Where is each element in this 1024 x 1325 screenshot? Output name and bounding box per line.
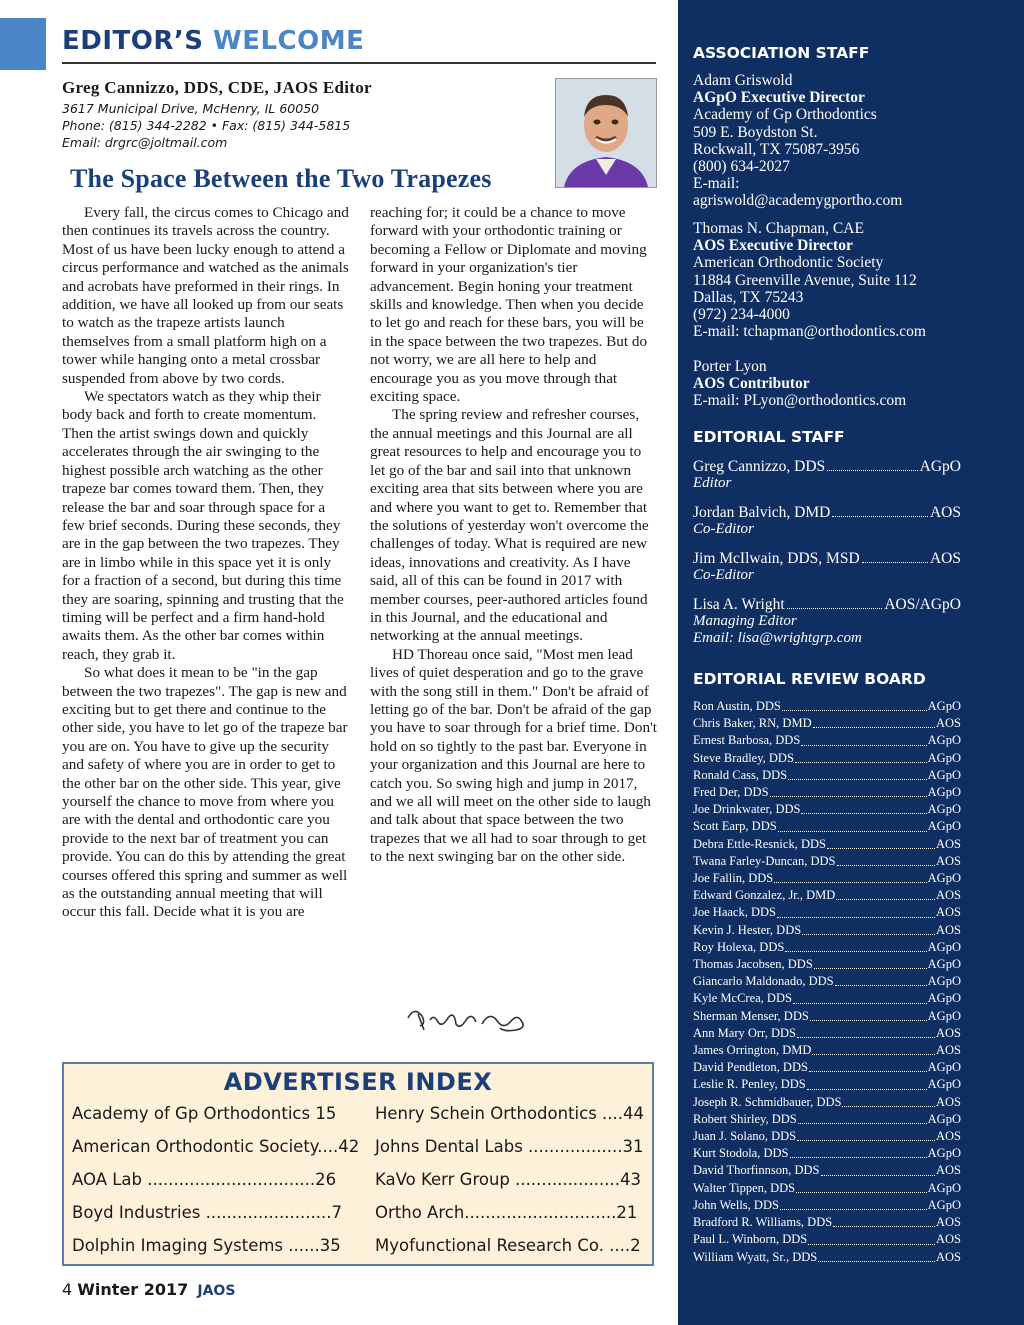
editor-portrait-icon xyxy=(556,79,656,187)
review-board-member-name: Ronald Cass, DDS xyxy=(693,767,788,782)
review-board-row xyxy=(693,922,961,939)
review-board-member-name: Joseph R. Schmidbauer, DDS xyxy=(693,1094,842,1109)
review-board-member-name: Sherman Menser, DDS xyxy=(693,1008,809,1023)
leader-dots xyxy=(807,1076,927,1089)
advertiser-index-title: ADVERTISER INDEX xyxy=(223,1068,493,1096)
editorial-staff-heading: EDITORIAL STAFF xyxy=(693,428,845,446)
editorial-staff-row xyxy=(693,504,961,521)
review-board-row xyxy=(693,956,961,973)
staff-role: AGpO Executive Director xyxy=(693,89,865,107)
staff-sidebar xyxy=(678,0,1024,1325)
review-board-member-org: AOS xyxy=(935,1215,961,1230)
article-column-2 xyxy=(370,204,658,867)
article-title: The Space Between the Two Trapezes xyxy=(70,164,492,193)
leader-dots xyxy=(827,836,935,849)
review-board-member-org: AGpO xyxy=(927,1077,961,1092)
review-board-member-name: Kurt Stodola, DDS xyxy=(693,1146,789,1161)
staff-name: Thomas N. Chapman, CAE xyxy=(693,220,864,237)
review-board-member-name: Steve Bradley, DDS xyxy=(693,750,794,765)
editorial-staff-row xyxy=(693,458,961,475)
advertiser-entry[interactable]: American Orthodontic Society....42 xyxy=(72,1137,360,1156)
review-board-member-org: AGpO xyxy=(927,802,961,817)
article-column-1 xyxy=(62,204,350,922)
editorial-staff-org: AOS xyxy=(929,550,961,567)
staff-line: Academy of Gp Orthodontics xyxy=(693,106,877,124)
section-title-word2: WELCOME xyxy=(213,26,365,56)
article-paragraph: So what does it mean to be "in the gap between the two trapezes". The gap is new and exciting but to get there and continue to the other side, you have to let go of the trapeze bar you are on. You have to give up the security and safety of where you are in order to get to the other bar on the other side. This year, give yourself the chance to move from where you are with the dental and orthodontic care you provide to the next bar of treatment you can provide. You can do this by attending the great courses offered this spring and summer as well as the outstanding annual meeting that will occur this fall. Decide what it is you are xyxy=(62,664,348,921)
review-board-member-org: AGpO xyxy=(927,750,961,765)
advertiser-index xyxy=(62,1062,654,1266)
editorial-staff-org: AOS xyxy=(929,504,961,521)
leader-dots xyxy=(796,1180,927,1193)
advertiser-entry[interactable]: Henry Schein Orthodontics ....44 xyxy=(375,1104,645,1123)
leader-dots xyxy=(818,1249,935,1262)
review-board-member-org: AOS xyxy=(935,922,961,937)
section-title-word1: EDITOR’S xyxy=(62,26,204,56)
review-board-member-org: AGpO xyxy=(927,1180,961,1195)
editor-signature xyxy=(404,1000,534,1040)
leader-dots xyxy=(813,715,935,728)
editor-photo xyxy=(555,78,657,188)
page-footer xyxy=(62,1280,235,1299)
review-board-list xyxy=(693,698,961,1266)
article-paragraph: HD Thoreau once said, "Most men lead lives of quiet desperation and go to the grave with the song still in them." Don't be afraid of letting go of the bar. Don't be afraid of the gap you have to soar through for a brief time. Don't hold on so tightly to the past bar. Everyone in your organization and this Journal are here to catch you. So swing high and jump in 2017, and we all will meet on the other side to laugh and talk about that space between the two trapezes that we all had to soar through to get to the next swinging bar on the other side. xyxy=(370,645,658,866)
advertiser-entry[interactable]: Myofunctional Research Co. ....2 xyxy=(375,1236,641,1255)
review-board-member-org: AGpO xyxy=(927,1197,961,1212)
review-board-row xyxy=(693,853,961,870)
review-board-row xyxy=(693,1145,961,1162)
review-board-member-org: AGpO xyxy=(927,957,961,972)
review-board-member-org: AOS xyxy=(935,1043,961,1058)
review-board-member-name: Robert Shirley, DDS xyxy=(693,1111,797,1126)
review-board-row xyxy=(693,698,961,715)
review-board-member-name: David Pendleton, DDS xyxy=(693,1060,808,1075)
leader-dots xyxy=(770,784,927,797)
association-staff-heading: ASSOCIATION STAFF xyxy=(693,44,870,62)
review-board-row xyxy=(693,1076,961,1093)
leader-dots xyxy=(821,1162,935,1175)
staff-line: Rockwall, TX 75087-3956 xyxy=(693,140,860,158)
review-board-member-name: Thomas Jacobsen, DDS xyxy=(693,957,813,972)
editorial-staff-org: AGpO xyxy=(919,458,961,475)
review-board-member-name: Paul L. Winborn, DDS xyxy=(693,1232,808,1247)
leader-dots xyxy=(801,801,926,814)
editor-address: 3617 Municipal Drive, McHenry, IL 60050 xyxy=(62,101,320,116)
leader-dots xyxy=(788,767,927,780)
review-board-member-name: Walter Tippen, DDS xyxy=(693,1180,796,1195)
leader-dots xyxy=(797,1025,935,1038)
review-board-member-name: Fred Der, DDS xyxy=(693,785,769,800)
section-tab-marker xyxy=(0,18,46,70)
staff-line: (972) 234-4000 xyxy=(693,306,790,324)
review-board-member-name: Kevin J. Hester, DDS xyxy=(693,922,802,937)
leader-dots xyxy=(790,1145,927,1158)
review-board-member-name: Leslie R. Penley, DDS xyxy=(693,1077,806,1092)
review-board-member-org: AGpO xyxy=(927,733,961,748)
review-board-member-org: AOS xyxy=(935,1094,961,1109)
staff-email[interactable]: E-mail: tchapman@orthodontics.com xyxy=(693,323,926,341)
review-board-row xyxy=(693,818,961,835)
review-board-member-name: William Wyatt, Sr., DDS xyxy=(693,1249,818,1264)
leader-dots xyxy=(782,698,927,711)
staff-line: E-mail: xyxy=(693,175,740,193)
review-board-member-org: AGpO xyxy=(927,1111,961,1126)
review-board-row xyxy=(693,973,961,990)
review-board-member-name: Edward Gonzalez, Jr., DMD xyxy=(693,888,836,903)
review-board-row xyxy=(693,1059,961,1076)
review-board-heading: EDITORIAL REVIEW BOARD xyxy=(693,670,926,688)
review-board-member-name: Kyle McCrea, DDS xyxy=(693,991,792,1006)
leader-dots xyxy=(808,1231,935,1244)
staff-email[interactable]: E-mail: PLyon@orthodontics.com xyxy=(693,392,907,410)
editorial-staff-org: AOS/AGpO xyxy=(884,596,961,613)
advertiser-entry[interactable]: Johns Dental Labs ..................31 xyxy=(375,1137,644,1156)
review-board-member-org: AGpO xyxy=(927,785,961,800)
staff-line: 11884 Greenville Avenue, Suite 112 xyxy=(693,271,917,289)
review-board-member-org: AGpO xyxy=(927,699,961,713)
review-board-member-org: AOS xyxy=(935,905,961,920)
article-paragraph: We spectators watch as they whip their body back and forth to create momentum. Then the artist swings down and quickly accelerates through the air swinging to the highest possible arch watching as the other trapeze bar comes toward them. Then, they release the bar and soar through space for a few brief seconds. During these seconds, they are in the gap between the two trapezes. They are in limbo while in this space yet it is only for a fraction of a second, but during this time they are soaring, spinning and trusting that the timing will be perfect and a firm hand-hold awaits them. As the other bar comes within reach, they grab it. xyxy=(62,388,344,663)
review-board-member-name: Scott Earp, DDS xyxy=(693,819,777,834)
review-board-member-org: AGpO xyxy=(927,939,961,954)
editorial-staff-title: Managing Editor xyxy=(693,613,797,629)
leader-dots xyxy=(833,1214,935,1227)
review-board-member-name: Chris Baker, RN, DMD xyxy=(693,716,812,731)
leader-dots xyxy=(837,853,935,866)
review-board-row xyxy=(693,1094,961,1111)
editor-name: Greg Cannizzo, DDS, CDE, JAOS Editor xyxy=(62,78,372,97)
review-board-member-name: Bradford R. Williams, DDS xyxy=(693,1215,833,1230)
review-board-row xyxy=(693,836,961,853)
review-board-row xyxy=(693,732,961,749)
review-board-member-name: Twana Farley-Duncan, DDS xyxy=(693,853,836,868)
journal-name: JAOS xyxy=(197,1283,236,1299)
review-board-row xyxy=(693,939,961,956)
staff-role: AOS Executive Director xyxy=(693,237,853,255)
review-board-row xyxy=(693,767,961,784)
review-board-row xyxy=(693,1042,961,1059)
review-board-member-org: AOS xyxy=(935,836,961,851)
leader-dots xyxy=(780,1197,927,1210)
editorial-staff-title: Co-Editor xyxy=(693,521,754,537)
leader-dots xyxy=(802,922,935,935)
editor-contact xyxy=(62,78,532,151)
review-board-row xyxy=(693,1162,961,1179)
review-board-row xyxy=(693,990,961,1007)
editorial-staff-row xyxy=(693,596,961,613)
leader-dots xyxy=(812,1042,935,1055)
review-board-row xyxy=(693,784,961,801)
editorial-staff-title: Editor xyxy=(693,475,732,491)
review-board-member-name: Joe Haack, DDS xyxy=(693,905,776,920)
article-paragraph: Every fall, the circus comes to Chicago and then continues its travels across the country. Most of us have been lucky enough to attend a circus performance and watched as the animals and acrobats have preformed in their rings. In addition, we have all looked up from our seats to watch as the trapeze artists launch themselves from a small platform high on a tower while hanging onto a metal crossbar suspended from above by two cords. xyxy=(62,204,349,387)
advertiser-entry[interactable]: Ortho Arch.............................21 xyxy=(375,1203,638,1222)
editorial-staff-title: Co-Editor xyxy=(693,567,754,583)
review-board-member-org: AGpO xyxy=(927,1008,961,1023)
leader-dots xyxy=(809,1059,927,1072)
review-board-member-org: AOS xyxy=(935,888,961,903)
advertiser-entry[interactable]: Dolphin Imaging Systems ......35 xyxy=(72,1236,341,1255)
review-board-row xyxy=(693,1025,961,1042)
staff-email[interactable]: agriswold@academygportho.com xyxy=(693,192,903,210)
leader-dots xyxy=(814,956,927,969)
review-board-row xyxy=(693,1249,961,1266)
leader-dots xyxy=(797,1128,935,1141)
page-number: 4 xyxy=(62,1280,73,1299)
editorial-staff-row xyxy=(693,550,961,567)
review-board-member-org: AGpO xyxy=(927,1060,961,1075)
advertiser-entry[interactable]: Academy of Gp Orthodontics 15 xyxy=(72,1104,337,1123)
review-board-member-org: AOS xyxy=(935,1232,961,1247)
review-board-member-org: AOS xyxy=(935,1163,961,1178)
issue-label: Winter 2017 xyxy=(77,1280,189,1299)
review-board-row xyxy=(693,1231,961,1248)
leader-dots xyxy=(835,973,927,986)
leader-dots xyxy=(798,1111,927,1124)
leader-dots xyxy=(801,732,926,745)
staff-entry-lyon xyxy=(693,358,1018,410)
staff-entry-griswold xyxy=(693,72,1018,210)
review-board-member-org: AOS xyxy=(935,716,961,731)
review-board-member-name: Roy Holexa, DDS xyxy=(693,939,785,954)
review-board-member-org: AGpO xyxy=(927,1146,961,1161)
review-board-member-org: AGpO xyxy=(927,819,961,834)
leader-dots xyxy=(778,818,927,831)
review-board-member-name: Giancarlo Maldonado, DDS xyxy=(693,974,834,989)
staff-line: American Orthodontic Society xyxy=(693,254,884,272)
article-paragraph: reaching for; it could be a chance to move forward with your orthodontic training or becoming a Fellow or Diplomate and moving forward in your organization's tier advancement. Begin honing your treatment skills and knowledge. Then when you decide to let go and reach for these bars, you will be in the space between the two trapezes. But do not worry, we are all here to help and encourage you as you move through that exciting space. xyxy=(370,204,648,406)
review-board-row xyxy=(693,1180,961,1197)
review-board-row xyxy=(693,1128,961,1145)
article-paragraph: The spring review and refresher courses, the annual meetings and this Journal are all great resources to help and encourage you to let go of the bar and sail into that unknown exciting area that sits between where you are and where you want to get to. Remember that the solutions of yesterday won't overcome the challenges of today. What is required are new ideas, innovations and creativity. As I have said, all of this can be found in 2017 with member courses, peer-authored articles found in this Journal, and the educational and networking at the annual meetings. xyxy=(370,406,649,645)
review-board-member-name: James Orrington, DMD xyxy=(693,1043,812,1058)
leader-dots xyxy=(836,887,935,900)
review-board-row xyxy=(693,870,961,887)
leader-dots xyxy=(777,904,935,917)
editorial-staff-list xyxy=(693,458,961,659)
review-board-row xyxy=(693,801,961,818)
staff-entry-chapman xyxy=(693,220,1018,340)
review-board-row xyxy=(693,1008,961,1025)
review-board-member-org: AOS xyxy=(935,1025,961,1040)
review-board-row xyxy=(693,750,961,767)
editorial-staff-name: Greg Cannizzo, DDS xyxy=(693,458,826,475)
review-board-member-name: John Wells, DDS xyxy=(693,1197,779,1212)
staff-line: (800) 634-2027 xyxy=(693,158,790,176)
editorial-staff-name: Jordan Balvich, DMD xyxy=(693,504,831,521)
leader-dots xyxy=(774,870,926,883)
review-board-row xyxy=(693,1111,961,1128)
review-board-row xyxy=(693,1197,961,1214)
editorial-staff-email[interactable]: Email: lisa@wrightgrp.com xyxy=(693,630,862,646)
leader-dots xyxy=(842,1094,935,1107)
advertiser-entry[interactable]: Boyd Industries ........................7 xyxy=(72,1203,342,1222)
editorial-staff-name: Lisa A. Wright xyxy=(693,596,785,613)
section-title xyxy=(62,26,364,56)
staff-line: Dallas, TX 75243 xyxy=(693,288,804,306)
staff-line: 509 E. Boydston St. xyxy=(693,123,818,141)
review-board-member-org: AGpO xyxy=(927,767,961,782)
review-board-member-org: AOS xyxy=(935,1129,961,1144)
review-board-member-name: Ernest Barbosa, DDS xyxy=(693,733,801,748)
review-board-member-org: AGpO xyxy=(927,974,961,989)
staff-name: Adam Griswold xyxy=(693,72,793,89)
review-board-row xyxy=(693,904,961,921)
leader-dots xyxy=(793,990,927,1003)
review-board-member-name: Joe Drinkwater, DDS xyxy=(693,802,801,817)
signature-icon xyxy=(404,1000,534,1040)
review-board-member-org: AGpO xyxy=(927,871,961,886)
staff-role: AOS Contributor xyxy=(693,375,810,393)
review-board-member-name: Ann Mary Orr, DDS xyxy=(693,1025,796,1040)
editor-email: Email: drgrc@joltmail.com xyxy=(62,135,228,150)
review-board-member-name: Ron Austin, DDS xyxy=(693,699,781,713)
leader-dots xyxy=(795,750,927,763)
review-board-member-org: AOS xyxy=(935,1249,961,1264)
review-board-member-name: David Thorfinnson, DDS xyxy=(693,1163,820,1178)
review-board-member-org: AGpO xyxy=(927,991,961,1006)
review-board-member-name: Debra Ettle-Resnick, DDS xyxy=(693,836,826,851)
title-divider xyxy=(62,62,656,64)
staff-name: Porter Lyon xyxy=(693,358,767,375)
review-board-row xyxy=(693,887,961,904)
review-board-member-name: Juan J. Solano, DDS xyxy=(693,1129,797,1144)
review-board-row xyxy=(693,1214,961,1231)
review-board-member-org: AOS xyxy=(935,853,961,868)
editorial-staff-name: Jim McIlwain, DDS, MSD xyxy=(693,550,860,567)
editor-phone: Phone: (815) 344-2282 • Fax: (815) 344-5815 xyxy=(62,118,351,133)
leader-dots xyxy=(785,939,926,952)
advertiser-entry[interactable]: AOA Lab ................................26 xyxy=(72,1170,337,1189)
leader-dots xyxy=(810,1008,927,1021)
advertiser-entry[interactable]: KaVo Kerr Group ....................43 xyxy=(375,1170,642,1189)
review-board-member-name: Joe Fallin, DDS xyxy=(693,871,774,886)
review-board-row xyxy=(693,715,961,732)
